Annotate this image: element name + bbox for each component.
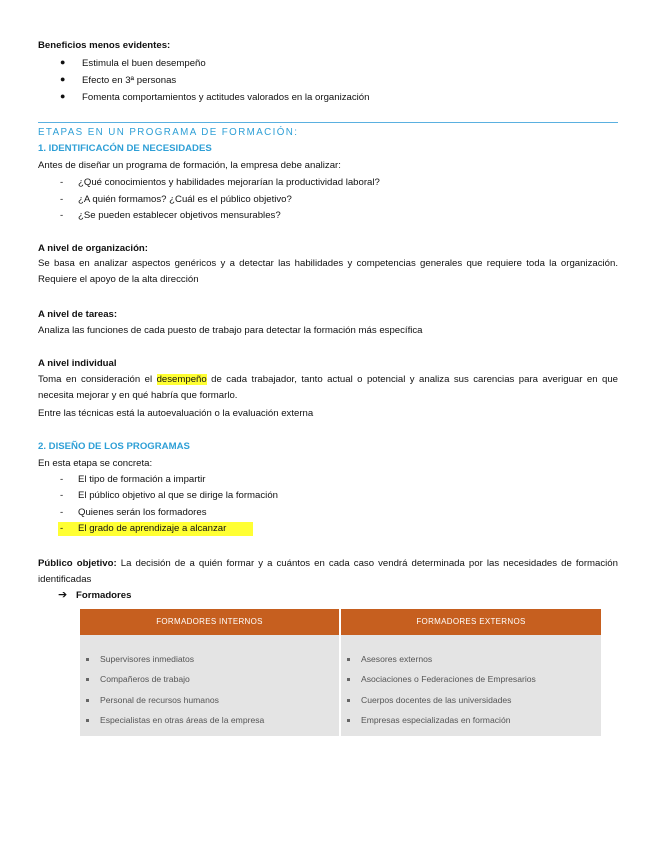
- dash-marker: -: [60, 177, 64, 188]
- external-trainer-item: Asesores externos: [347, 654, 432, 664]
- square-bullet-icon: [86, 678, 89, 681]
- section2-intro: En esta etapa se concreta:: [38, 458, 153, 469]
- col1-header: FORMADORES INTERNOS: [80, 609, 339, 635]
- indiv-heading: A nivel individual: [38, 358, 117, 369]
- square-bullet-icon: [347, 719, 350, 722]
- bullet-icon: ●: [60, 57, 66, 67]
- publico-paragraph: [38, 556, 618, 588]
- square-bullet-icon: [347, 699, 350, 702]
- design-item-highlighted: El grado de aprendizaje a alcanzar: [78, 523, 227, 534]
- dash-marker: -: [60, 523, 64, 534]
- dash-marker: -: [60, 490, 64, 501]
- dash-marker: -: [60, 507, 64, 518]
- benefits-heading: Beneficios menos evidentes:: [38, 40, 171, 51]
- indiv-text-after: de cada trabajador, tanto actual o potencial y analiza sus carencias para averiguar en que necesita mejorar y en qué habría que formarlo.: [38, 374, 618, 401]
- benefit-item: Efecto en 3ª personas: [82, 75, 177, 86]
- internal-trainer-item: Especialistas en otras áreas de la empresa: [86, 715, 264, 725]
- column-divider: [339, 609, 341, 736]
- internal-trainer-item: Compañeros de trabajo: [86, 674, 190, 684]
- formadores-label: Formadores: [76, 590, 132, 601]
- arrow-right-icon: ➔: [58, 589, 68, 601]
- section1-intro: Antes de diseñar un programa de formación, la empresa debe analizar:: [38, 160, 341, 171]
- benefit-item: Fomenta comportamientos y actitudes valorados en la organización: [82, 92, 370, 103]
- design-item: El público objetivo al que se dirige la formación: [78, 490, 278, 501]
- dash-marker: -: [60, 210, 64, 221]
- internal-trainer-item: Personal de recursos humanos: [86, 695, 219, 705]
- design-item: El tipo de formación a impartir: [78, 474, 206, 485]
- question-item: ¿Qué conocimientos y habilidades mejorarían la productividad laboral?: [78, 177, 380, 188]
- benefit-item: Estimula el buen desempeño: [82, 58, 206, 69]
- indiv-text-before: Toma en consideración el: [38, 374, 157, 385]
- highlighted-word: desempeño: [156, 374, 207, 385]
- indiv-text2: Entre las técnicas está la autoevaluación o la evaluación externa: [38, 408, 314, 419]
- section-divider: [38, 122, 618, 123]
- tasks-text: Analiza las funciones de cada puesto de trabajo para detectar la formación más específica: [38, 325, 423, 336]
- dash-marker: -: [60, 194, 64, 205]
- org-heading: A nivel de organización:: [38, 243, 148, 254]
- publico-text: La decisión de a quién formar y a cuántos en cada caso vendrá determinada por las necesidades de formación identificadas: [38, 558, 618, 585]
- bullet-icon: ●: [60, 74, 66, 84]
- bullet-icon: ●: [60, 91, 66, 101]
- publico-label: Público objetivo:: [38, 558, 117, 569]
- square-bullet-icon: [86, 719, 89, 722]
- indiv-text: [38, 372, 618, 404]
- square-bullet-icon: [347, 658, 350, 661]
- tasks-heading: A nivel de tareas:: [38, 309, 118, 320]
- external-trainer-item: Asociaciones o Federaciones de Empresarios: [347, 674, 536, 684]
- formadores-table: [80, 609, 601, 736]
- question-item: ¿A quién formamos? ¿Cuál es el público objetivo?: [78, 194, 292, 205]
- section2-heading: 2. DISEÑO DE LOS PROGRAMAS: [38, 441, 190, 452]
- dash-marker: -: [60, 474, 64, 485]
- org-text: Se basa en analizar aspectos genéricos y a detectar las habilidades y competencias generales que requiere toda la organización. Requiere el apoyo de la alta dirección: [38, 258, 618, 285]
- external-trainer-item: Cuerpos docentes de las universidades: [347, 695, 511, 705]
- question-item: ¿Se pueden establecer objetivos mensurables?: [78, 210, 281, 221]
- external-trainer-item: Empresas especializadas en formación: [347, 715, 511, 725]
- design-item: Quienes serán los formadores: [78, 507, 207, 518]
- col2-header: FORMADORES EXTERNOS: [341, 609, 601, 635]
- square-bullet-icon: [347, 678, 350, 681]
- internal-trainer-item: Supervisores inmediatos: [86, 654, 194, 664]
- section1-heading: 1. IDENTIFICACÓN DE NECESIDADES: [38, 143, 212, 154]
- square-bullet-icon: [86, 699, 89, 702]
- etapas-title: ETAPAS EN UN PROGRAMA DE FORMACIÓN:: [38, 127, 299, 138]
- square-bullet-icon: [86, 658, 89, 661]
